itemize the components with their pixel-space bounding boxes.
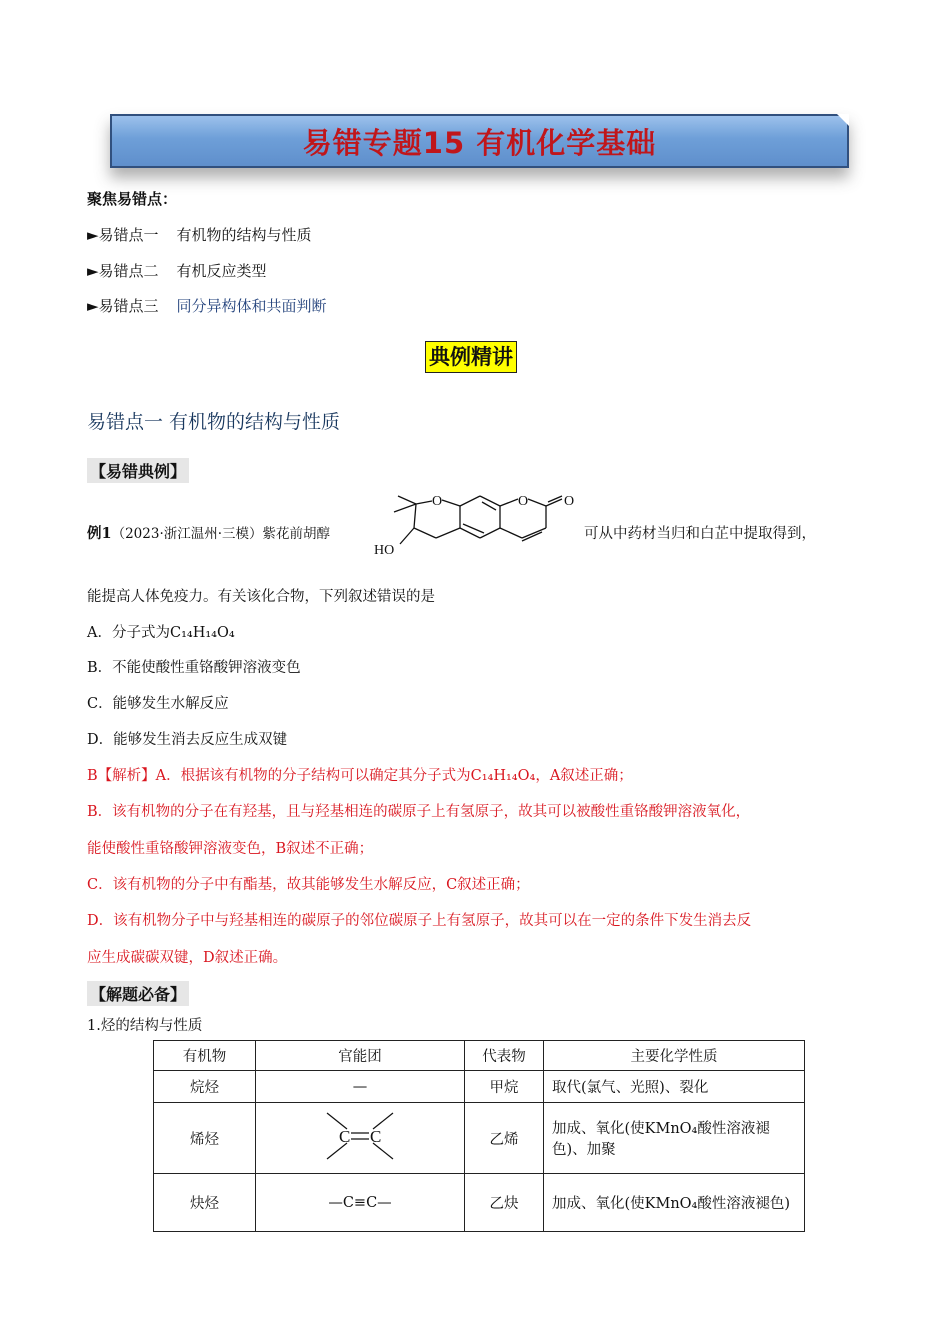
oxygen-label: O (432, 494, 443, 509)
focus-point-label: ►易错点二 (87, 262, 159, 280)
table-row (154, 1071, 805, 1103)
analysis-line: C．该有机物的分子中有酯基，故其能够发生水解反应，C叙述正确； (87, 877, 530, 893)
option-b: B．不能使酸性重铬酸钾溶液变色 (87, 660, 301, 676)
focus-point-label: ►易错点三 (87, 297, 159, 315)
table-cell: 乙烯 (465, 1103, 544, 1174)
analysis-line: B【解析】A．根据该有机物的分子结构可以确定其分子式为C₁₄H₁₄O₄，A叙述正确； (87, 768, 633, 784)
table-header: 代表物 (465, 1041, 544, 1071)
example-tag: 【易错典例】 (87, 458, 189, 483)
table-cell: 炔烃 (154, 1174, 256, 1232)
hydrocarbon-table (153, 1040, 805, 1232)
table-header: 主要化学性质 (544, 1041, 805, 1071)
oxygen-label: O (564, 494, 575, 509)
alkene-bond-diagram (305, 1107, 415, 1165)
table-cell: 乙炔 (465, 1174, 544, 1232)
table-header-row (154, 1041, 805, 1071)
table-cell-alkene-group (256, 1103, 465, 1174)
carbon-label: C (339, 1127, 351, 1146)
table-row (154, 1103, 805, 1174)
focus-heading: 聚焦易错点： (87, 190, 178, 208)
table-header: 官能团 (256, 1041, 465, 1071)
example-question (87, 522, 330, 543)
focus-point-topic: 有机反应类型 (176, 262, 267, 280)
table-cell: 加成、氧化(使KMnO₄酸性溶液褪色) (544, 1174, 805, 1232)
item-heading: 1.烃的结构与性质 (87, 1018, 203, 1034)
focus-point-3 (87, 295, 327, 316)
focus-point-1 (87, 224, 312, 245)
table-row (154, 1174, 805, 1232)
table-cell: — (256, 1071, 465, 1103)
focus-point-topic: 有机物的结构与性质 (176, 226, 312, 244)
page-title: 易错专题15 有机化学基础 (302, 125, 657, 160)
banner-corner (837, 114, 849, 126)
prep-tag: 【解题必备】 (87, 981, 189, 1006)
focus-point-2 (87, 260, 267, 281)
analysis-line: 能使酸性重铬酸钾溶液变色，B叙述不正确； (87, 841, 374, 857)
table-cell: 加成、氧化(使KMnO₄酸性溶液褪色)、加聚 (544, 1103, 805, 1174)
oxygen-label: O (518, 494, 529, 509)
example-question-tail: 可从中药材当归和白芷中提取得到， (584, 526, 816, 542)
option-d: D．能够发生消去反应生成双键 (87, 732, 288, 748)
analysis-line: D．该有机物分子中与羟基相连的碳原子的邻位碳原子上有氢原子，故其可以在一定的条件下发生消去反 (87, 913, 752, 929)
title-banner (110, 114, 849, 168)
carbon-label: C (370, 1127, 382, 1146)
example-source: （2023·浙江温州·三模）紫花前胡醇 (111, 526, 331, 542)
option-a: A．分子式为C₁₄H₁₄O₄ (87, 625, 235, 641)
highlight-heading: 典例精讲 (425, 341, 517, 373)
section-title: 易错点一 有机物的结构与性质 (87, 411, 341, 433)
table-header: 有机物 (154, 1041, 256, 1071)
table-cell: —C≡C— (256, 1174, 465, 1232)
table-cell: 取代(氯气、光照)、裂化 (544, 1071, 805, 1103)
hydroxyl-label: HO (374, 543, 395, 558)
table-cell: 烯烃 (154, 1103, 256, 1174)
option-c: C．能够发生水解反应 (87, 696, 229, 712)
molecule-structure (370, 488, 585, 563)
table-cell: 烷烃 (154, 1071, 256, 1103)
focus-point-topic: 同分异构体和共面判断 (176, 297, 327, 315)
focus-point-label: ►易错点一 (87, 226, 159, 244)
analysis-line: 应生成碳碳双键，D叙述正确。 (87, 950, 288, 966)
example-question-line2: 能提高人体免疫力。有关该化合物，下列叙述错误的是 (87, 589, 435, 605)
table-cell: 甲烷 (465, 1071, 544, 1103)
analysis-line: B．该有机物的分子在有羟基，且与羟基相连的碳原子上有氢原子，故其可以被酸性重铬酸钾溶液氧化， (87, 804, 751, 820)
example-number: 例1 (87, 525, 112, 542)
